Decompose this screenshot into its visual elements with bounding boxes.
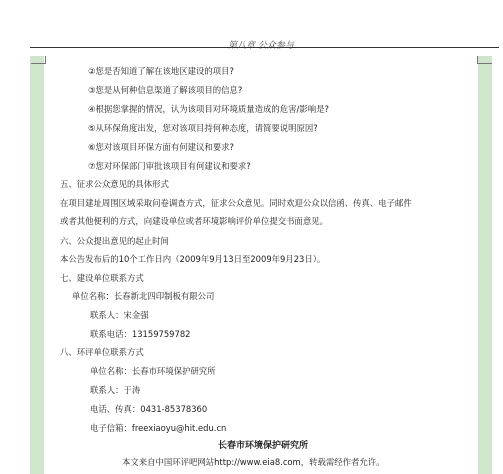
section-6-period: 本公告发布后的10个工作日内（2009年9月13日至2009年9月23日）。: [60, 254, 326, 264]
section-7-heading: 七、建设单位联系方式: [60, 273, 144, 283]
right-margin-bar: [478, 56, 492, 474]
section-8-heading: 八、环评单位联系方式: [60, 347, 144, 357]
header-rule: [30, 47, 499, 48]
eia-email: 电子信箱：freexiaoyu@hit.edu.cn: [90, 423, 227, 433]
question-4: ④根据您掌握的情况，认为该项目对环境质量造成的危害/影响是?: [88, 104, 329, 114]
section-5-heading: 五、征求公众意见的具体形式: [60, 179, 169, 189]
left-margin-bar: [30, 56, 44, 474]
eia-unit-name: 单位名称：长春市环境保护研究所: [90, 366, 216, 376]
left-corner-mark: [31, 63, 45, 64]
builder-phone: 联系电话：13159759782: [90, 329, 191, 339]
question-5: ⑤从环保角度出发，您对该项目持何种态度，请简要说明原因?: [88, 123, 318, 133]
footer-org: 长春市环境保护研究所: [218, 441, 309, 451]
builder-contact: 联系人：宋金强: [90, 310, 149, 320]
right-corner-mark: [478, 63, 492, 64]
question-3: ③您是从何种信息渠道了解该项目的信息?: [88, 85, 243, 95]
question-6: ⑥您对该项目环保方面有何建议和要求?: [88, 142, 234, 152]
section-5-paragraph-line-2: 或者其他便利的方式，向建设单位或者环境影响评价单位提交书面意见。: [60, 216, 328, 226]
chapter-header: 第八章 公众参与: [228, 41, 294, 51]
question-2: ②您是否知道了解在该地区建设的项目?: [88, 66, 234, 76]
question-7: ⑦您对环保部门审批该项目有何建议和要求?: [88, 161, 251, 171]
left-corner-vmark: [45, 56, 46, 64]
section-5-paragraph-line-1: 在项目建址周围区域采取问卷调查方式，征求公众意见。同时欢迎公众以信函、传真、电子邮件: [60, 198, 412, 208]
footer-source: 本文来自中国环评吧网站http://www.eia8.com，转载需经作者允许。: [122, 457, 385, 467]
right-corner-vmark: [477, 56, 478, 64]
section-6-heading: 六、公众提出意见的起止时间: [60, 236, 169, 246]
eia-contact: 联系人：于涛: [90, 385, 141, 395]
eia-phone-fax: 电话、传真：0431-85378360: [90, 404, 208, 414]
builder-unit-name: 单位名称：长春新北四印制板有限公司: [72, 291, 215, 301]
